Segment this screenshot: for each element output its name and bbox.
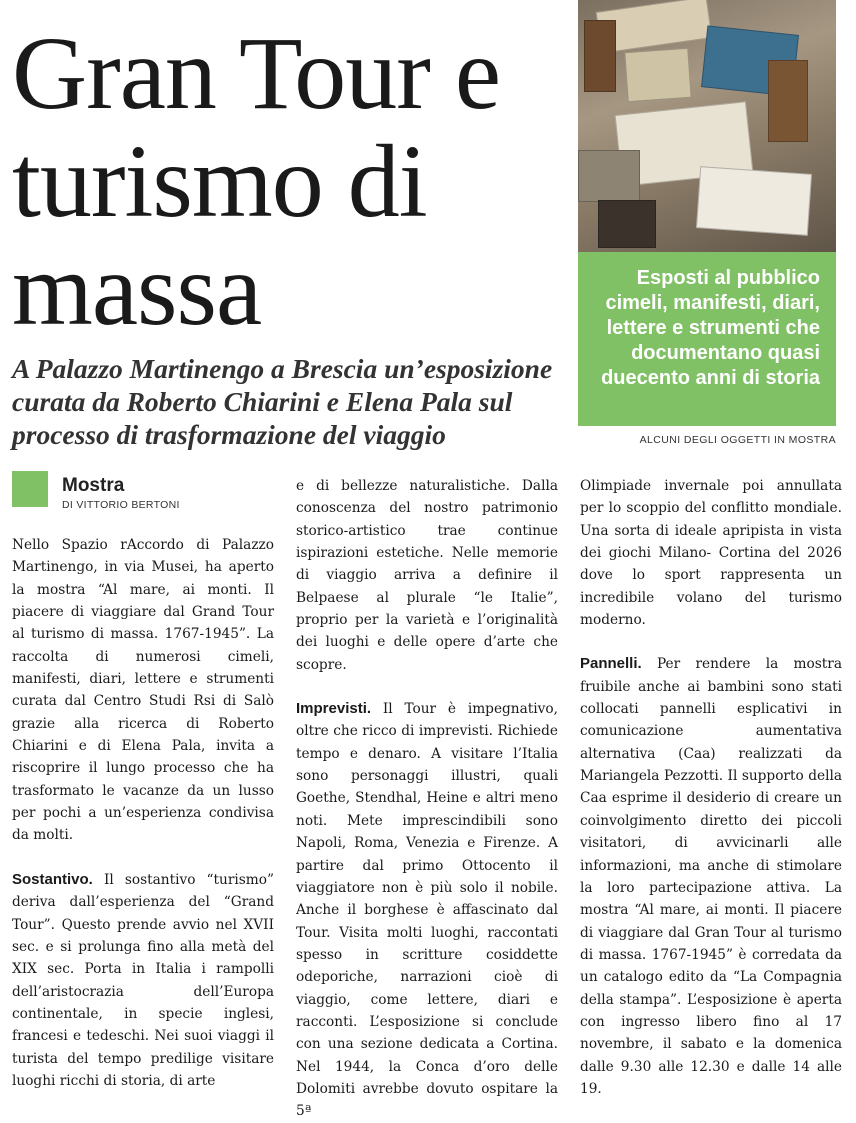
paragraph-pannelli	[580, 653, 842, 1100]
photo-book	[584, 20, 616, 92]
paragraph-imprevisti-cont: Olimpiade invernale poi annullata per lo scoppio del conflitto mondiale. Una sorta di ideale apripista in vista dei giochi Milano- Cortina del 2026 dove lo sport rappresenta un incredibile volano del turismo moderno.	[580, 478, 842, 629]
subtitle: A Palazzo Martinengo a Brescia un’esposizione curata da Roberto Chiarini e Elena Pala sul processo di trasformazione del viaggio	[12, 353, 553, 450]
photo-book	[768, 60, 808, 142]
paragraph-sostantivo	[12, 869, 274, 1092]
paragraph-intro: Nello Spazio rAccordo di Palazzo Martinengo, in via Musei, ha aperto la mostra “Al mare, ai monti. Il piacere di viaggiare dal Grand Tour al turismo di massa. 1767-1945”. La raccolta di numerosi cimeli, manifesti, diari, lettere e strumenti curata dal Centro Studi Rsi di Salò grazie alla ricerca di Roberto Chiarini e di Elena Pala, invita a riscoprire il lungo processo che ha trasformato le vacanze da un lusso per pochi a un’esperienza condivisa da molti.	[12, 537, 274, 844]
section-marker	[12, 471, 48, 507]
subhead-imprevisti: Imprevisti.	[296, 700, 372, 718]
body-text-3	[580, 475, 842, 1097]
body-text-2	[296, 475, 558, 1120]
photo-caption: ALCUNI DEGLI OGGETTI IN MOSTRA	[639, 434, 836, 446]
photo-card	[696, 166, 812, 236]
byline: DI VITTORIO BERTONI	[62, 499, 180, 511]
photo-photograph	[578, 150, 640, 202]
highlight-box: Esposti al pubblico cimeli, manifesti, diari, lettere e strumenti che documentano quasi duecento anni di storia	[578, 252, 836, 426]
headline: Gran Tour e turismo di massa	[12, 16, 501, 347]
paragraph-sostantivo-cont: e di bellezze naturalistiche. Dalla conoscenza del nostro patrimonio storico-artistico trae continue ispirazioni estetiche. Nelle memorie di viaggio arriva a definire il Belpaese al plurale “le Italie”, proprio per la varietà e l’originalità dei luoghi e delle opere d’arte che scopre.	[296, 478, 558, 673]
exhibit-photo	[578, 0, 836, 252]
paragraph-imprevisti	[296, 698, 558, 1123]
subhead-sostantivo: Sostantivo.	[12, 870, 93, 888]
text-sostantivo: Il sostantivo “turismo” deriva dall’esperienza del “Grand Tour”. Questo prende avvio nel XVII sec. e si prolunga fino alla metà del XIX sec. Porta in Italia i rampolli dell’aristocrazia dell’Europa continentale, in specie inglesi, francesi e tedeschi. Nei suoi viaggi il turista del tempo predilige visitare luoghi ricchi di storia, di arte	[12, 871, 274, 1089]
subhead-pannelli: Pannelli.	[580, 655, 642, 673]
text-pannelli: Per rendere la mostra fruibile anche ai bambini sono stati collocati pannelli esplicativi in comunicazione aumentativa alternativa (Caa) realizzati da Mariangela Pezzotti. Il supporto della Caa esprime il desiderio di creare un coinvolgimento diretto dei piccoli visitatori, di avvicinarli alle informazioni, ma anche di stimolare la loro partecipazione attiva. La mostra “Al mare, ai monti. Il piacere di viaggiare dal Gran Tour al turismo di massa. 1767-1945” è corredata da un catalogo edito da “La Compagnia della stampa”. L’esposizione è aperta con ingresso libero fino al 17 novembre, il sabato e la domenica dalle 9.30 alle 12.30 e dalle 14 alle 19.	[580, 656, 842, 1097]
section-label: Mostra	[62, 475, 125, 496]
text-imprevisti: Il Tour è impegnativo, oltre che ricco di imprevisti. Richiede tempo e denaro. A visitare l’Italia sono personaggi illustri, quali Goethe, Stendhal, Heine e altri meno noti. Mete imprescindibili sono Napoli, Roma, Venezia e Firenze. A partire dal primo Ottocento il viaggiatore non è più solo il nobile. Anche il borghese è affascinato dal Tour. Visita molti luoghi, raccontati spesso in scritture cosiddette odeporiche, narrazioni cioè di viaggio, come lettere, diari e racconti. L’esposizione si conclude con una sezione dedicata a Cortina. Nel 1944, la Conca d’oro delle Dolomiti avrebbe dovuto ospitare la 5ª	[296, 701, 558, 1120]
photo-postcard	[624, 48, 691, 102]
body-text	[12, 534, 274, 1089]
photo-photograph	[598, 200, 656, 248]
